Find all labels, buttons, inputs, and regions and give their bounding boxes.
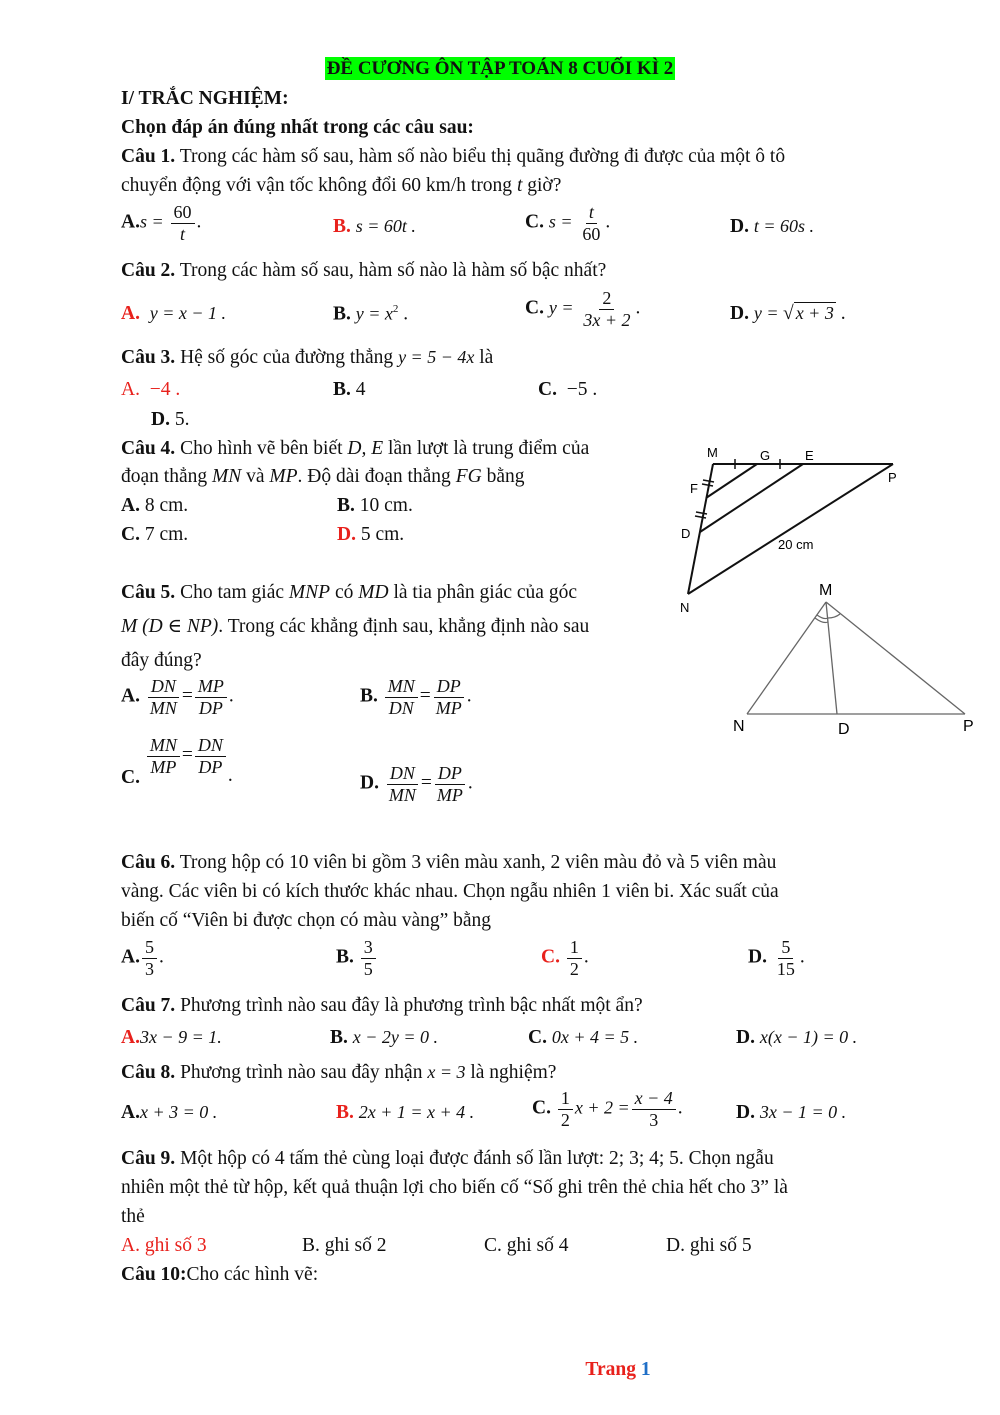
q4-label-m: M xyxy=(707,445,718,460)
q2-option-b: B. $y = x^2$ . xyxy=(333,303,409,325)
q4-label-f: F xyxy=(690,481,698,496)
q5-label-m: M xyxy=(819,582,833,599)
q7-option-c: C. 0x + 4 = 5 . xyxy=(528,1027,639,1048)
q4-label-e: E xyxy=(805,448,814,463)
q9-option-c: C. ghi số 4 xyxy=(484,1235,569,1256)
q1-text-line1: Câu 1. Trong các hàm số sau, hàm số nào biểu thị quãng đường đi được của một ô tô xyxy=(121,146,786,167)
q8-option-b: B. 2x + 1 = x + 4 . xyxy=(336,1102,475,1123)
footer-word: Trang xyxy=(585,1359,636,1380)
page-number: 1 xyxy=(640,1359,651,1380)
q4-option-a: A. 8 cm. xyxy=(121,495,189,516)
q9-option-a: A. ghi số 3 xyxy=(121,1235,207,1256)
q4-option-d: D. 5 cm. xyxy=(337,524,405,545)
q6-option-a: A. $\frac{5}{3}$ . xyxy=(121,937,164,979)
q7-option-a: A.3x − 9 = 1. xyxy=(121,1027,222,1048)
q5-label-n: N xyxy=(733,718,745,735)
q5-option-d: D. $\frac{DN}{MN}$ = $\frac{DP}{MP}$ . xyxy=(360,763,473,805)
q5-label-p: P xyxy=(963,718,974,735)
q4-label-d: D xyxy=(681,526,691,541)
q9-option-b: B. ghi số 2 xyxy=(302,1235,387,1256)
q1-option-b: B. s = 60t . xyxy=(333,216,416,237)
q6-text-line2: vàng. Các viên bi có kích thước khác nhau. Chọn ngẫu nhiên 1 viên bi. Xác suất của xyxy=(121,881,779,902)
q4-option-c: C. 7 cm. xyxy=(121,524,189,545)
q1-option-c: C. s = $\frac{t}{60}$ . xyxy=(525,202,611,244)
q5-option-a: A. $\frac{DN}{MN}$ = $\frac{MP}{DP}$ . xyxy=(121,676,234,718)
q8-option-d: D. 3x − 1 = 0 . xyxy=(736,1102,847,1123)
q4-option-b: B. 10 cm. xyxy=(337,495,413,516)
q2-text: Câu 2. Trong các hàm số sau, hàm số nào là hàm số bậc nhất? xyxy=(121,260,607,281)
q3-option-a: A. −4 . xyxy=(121,379,181,400)
q2-option-a: A. y = x − 1 . xyxy=(121,303,226,324)
q4-text-line1: Câu 4. Cho hình vẽ bên biết D, E lần lượt là trung điểm của xyxy=(121,438,590,459)
q5-label-d: D xyxy=(838,721,850,738)
q5-figure-triangle xyxy=(725,578,990,738)
q1-option-a: A.s = $\frac{60}{t}$ . xyxy=(121,202,202,244)
q4-text-line2: đoạn thẳng MN và MP. Độ dài đoạn thẳng FG bằng xyxy=(121,466,525,487)
q5-text-line2: M (D ∈ NP). Trong các khẳng định sau, khẳng định nào sau xyxy=(121,616,590,637)
page-title: ĐỀ CƯƠNG ÔN TẬP TOÁN 8 CUỐI KÌ 2 xyxy=(326,58,674,79)
q5-option-c: C. $\frac{MN}{MP}$ = $\frac{DN}{DP}$ . xyxy=(121,735,233,788)
instruction: Chọn đáp án đúng nhất trong các câu sau: xyxy=(121,117,474,138)
q9-option-d: D. ghi số 5 xyxy=(666,1235,752,1256)
q1-label: Câu 1. xyxy=(121,146,176,167)
q3-option-b: B. 4 xyxy=(333,379,366,400)
q3-option-d: D. 5. xyxy=(151,409,190,430)
q6-option-c: C. $\frac{1}{2}$ . xyxy=(541,937,589,979)
q9-text-line2: nhiên một thẻ từ hộp, kết quả thuận lợi cho biến cố “Số ghi trên thẻ chia hết cho 3” là xyxy=(121,1177,788,1198)
q10-text: Câu 10:Cho các hình vẽ: xyxy=(121,1264,319,1285)
q5-text-line3: đây đúng? xyxy=(121,650,202,671)
q8-option-a: A.x + 3 = 0 . xyxy=(121,1102,218,1123)
section-heading: I/ TRẮC NGHIỆM: xyxy=(121,88,289,109)
q7-option-b: B. x − 2y = 0 . xyxy=(330,1027,439,1048)
q6-text-line3: biến cố “Viên bi được chọn có màu vàng” bằng xyxy=(121,910,492,931)
q8-option-c: C. $\frac{1}{2}$ x + 2 = $\frac{x - 4}{3}$ . xyxy=(532,1088,683,1130)
q6-option-d: D. $\frac{5}{15}$ . xyxy=(748,937,805,979)
q6-option-b: B. $\frac{3}{5}$ xyxy=(336,937,378,979)
q7-option-d: D. x(x − 1) = 0 . xyxy=(736,1027,858,1048)
q5-text-line1: Câu 5. Cho tam giác MNP có MD là tia phân giác của góc xyxy=(121,582,577,603)
q9-text-line3: thẻ xyxy=(121,1206,145,1227)
page-footer xyxy=(0,1359,1000,1381)
q9-text-line1: Câu 9. Một hộp có 4 tấm thẻ cùng loại được đánh số lần lượt: 2; 3; 4; 5. Chọn ngẫu xyxy=(121,1148,774,1169)
q1-option-d: D. t = 60s . xyxy=(730,216,814,237)
q4-label-p: P xyxy=(888,470,897,485)
q4-label-g: G xyxy=(760,448,771,463)
q1-text-line2: chuyển động với vận tốc không đổi 60 km/h trong t giờ? xyxy=(121,175,562,196)
q2-option-c: C. y = $\frac{2}{3x + 2}$ . xyxy=(525,288,641,330)
q3-option-c: C. −5 . xyxy=(538,379,598,400)
q4-label-n: N xyxy=(680,600,690,615)
q2-option-d: D. y = √ x + 3 . xyxy=(730,303,846,324)
q3-text: Câu 3. Hệ số góc của đường thẳng y = 5 − 4x là xyxy=(121,347,494,368)
q6-text-line1: Câu 6. Trong hộp có 10 viên bi gồm 3 viên màu xanh, 2 viên màu đỏ và 5 viên màu xyxy=(121,852,777,873)
q5-option-b: B. $\frac{MN}{DN}$ = $\frac{DP}{MP}$ . xyxy=(360,676,472,718)
q7-text: Câu 7. Phương trình nào sau đây là phương trình bậc nhất một ẩn? xyxy=(121,995,643,1016)
q4-length-label: 20 cm xyxy=(778,537,814,552)
q8-text: Câu 8. Phương trình nào sau đây nhận x = 3 là nghiệm? xyxy=(121,1062,557,1083)
